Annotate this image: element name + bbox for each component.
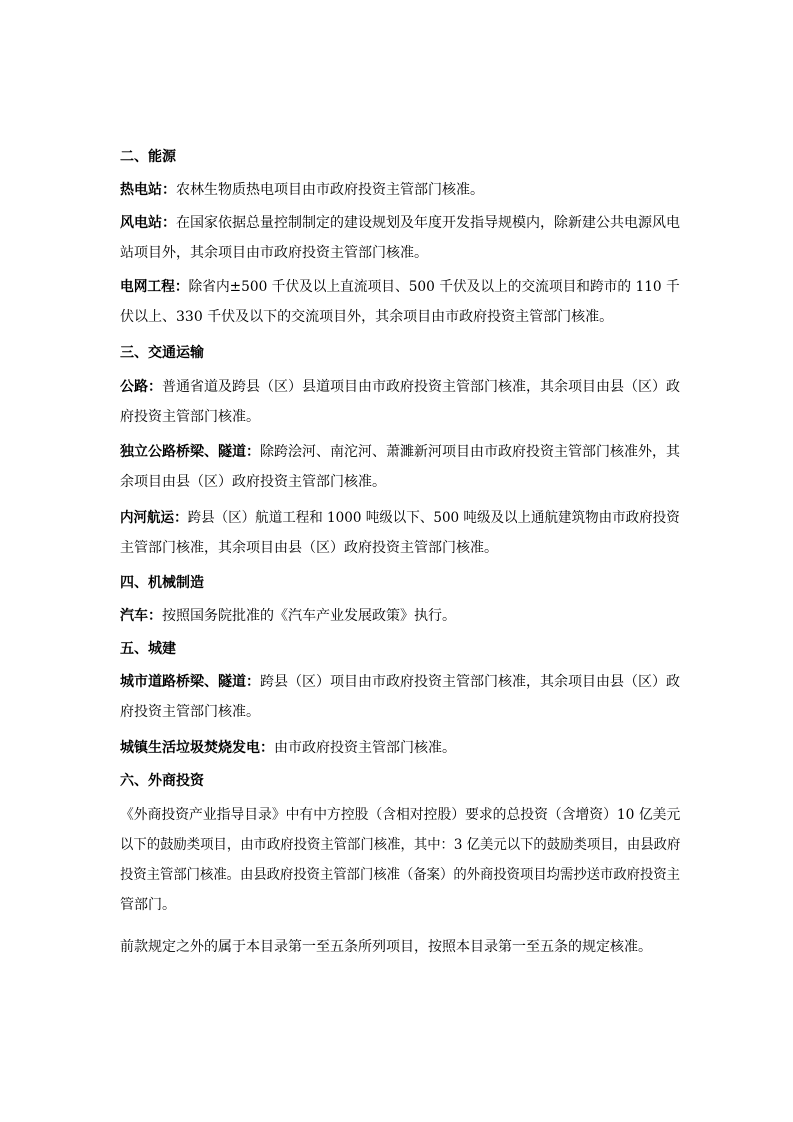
paragraph-waste-incineration: 城镇生活垃圾焚烧发电：由市政府投资主管部门核准。 bbox=[120, 740, 456, 756]
section-heading-transport: 三、交通运输 bbox=[120, 345, 204, 361]
section-heading-energy: 二、能源 bbox=[120, 149, 176, 165]
paragraph-foreign-investment-catalog: 《外商投资产业指导目录》中有中方控股（含相对控股）要求的总投资（含增资）10 亿美元 以下的鼓励类项目，由市政府投资主管部门核准，其中：3 亿美元以下的鼓励类项目，由县政府 投资主管部门核准。由县政府投资主管部门核准（备案）的外商投资项目均需抄送市政府投资主 管部门。 bbox=[120, 807, 681, 913]
term-label: 电网工程： bbox=[120, 279, 189, 295]
paragraph-urban-roads: 城市道路桥梁、隧道：跨县（区）项目由市政府投资主管部门核准，其余项目由县（区）政 府投资主管部门核准。 bbox=[120, 674, 680, 720]
section-heading-machinery: 四、机械制造 bbox=[120, 575, 204, 591]
term-label: 公路： bbox=[120, 379, 162, 395]
paragraph-automobile: 汽车：按照国务院批准的《汽车产业发展政策》执行。 bbox=[120, 608, 456, 624]
paragraph-inland-shipping: 内河航运：跨县（区）航道工程和 1000 吨级以下、500 吨级及以上通航建筑物由市政府投资 主管部门核准，其余项目由县（区）政府投资主管部门核准。 bbox=[120, 510, 680, 556]
term-label: 内河航运： bbox=[120, 510, 188, 526]
term-label: 热电站： bbox=[120, 182, 176, 198]
term-label: 汽车： bbox=[120, 608, 162, 624]
term-label: 风电站： bbox=[120, 215, 176, 231]
section-heading-foreign-investment: 六、外商投资 bbox=[120, 773, 204, 789]
term-label: 城市道路桥梁、隧道： bbox=[120, 674, 260, 690]
term-label: 独立公路桥梁、隧道： bbox=[120, 444, 260, 460]
section-heading-urban-construction: 五、城建 bbox=[120, 641, 176, 657]
paragraph-thermal-power: 热电站：农林生物质热电项目由市政府投资主管部门核准。 bbox=[120, 182, 484, 198]
paragraph-other-projects: 前款规定之外的属于本目录第一至五条所列项目，按照本目录第一至五条的规定核准。 bbox=[120, 939, 652, 955]
paragraph-wind-power: 风电站：在国家依据总量控制制定的建设规划及年度开发指导规模内，除新建公共电源风电 站项目外，其余项目由市政府投资主管部门核准。 bbox=[120, 215, 680, 261]
paragraph-bridges-tunnels: 独立公路桥梁、隧道：除跨浍河、南沱河、萧濉新河项目由市政府投资主管部门核准外，其 余项目由县（区）政府投资主管部门核准。 bbox=[120, 444, 680, 490]
paragraph-grid-project: 电网工程：除省内±500 千伏及以上直流项目、500 千伏及以上的交流项目和跨市的 110 千 伏以上、330 千伏及以下的交流项目外，其余项目由市政府投资主管部门核准。 bbox=[120, 279, 680, 325]
paragraph-highway: 公路：普通省道及跨县（区）县道项目由市政府投资主管部门核准，其余项目由县（区）政 府投资主管部门核准。 bbox=[120, 379, 680, 425]
term-label: 城镇生活垃圾焚烧发电： bbox=[120, 740, 274, 756]
